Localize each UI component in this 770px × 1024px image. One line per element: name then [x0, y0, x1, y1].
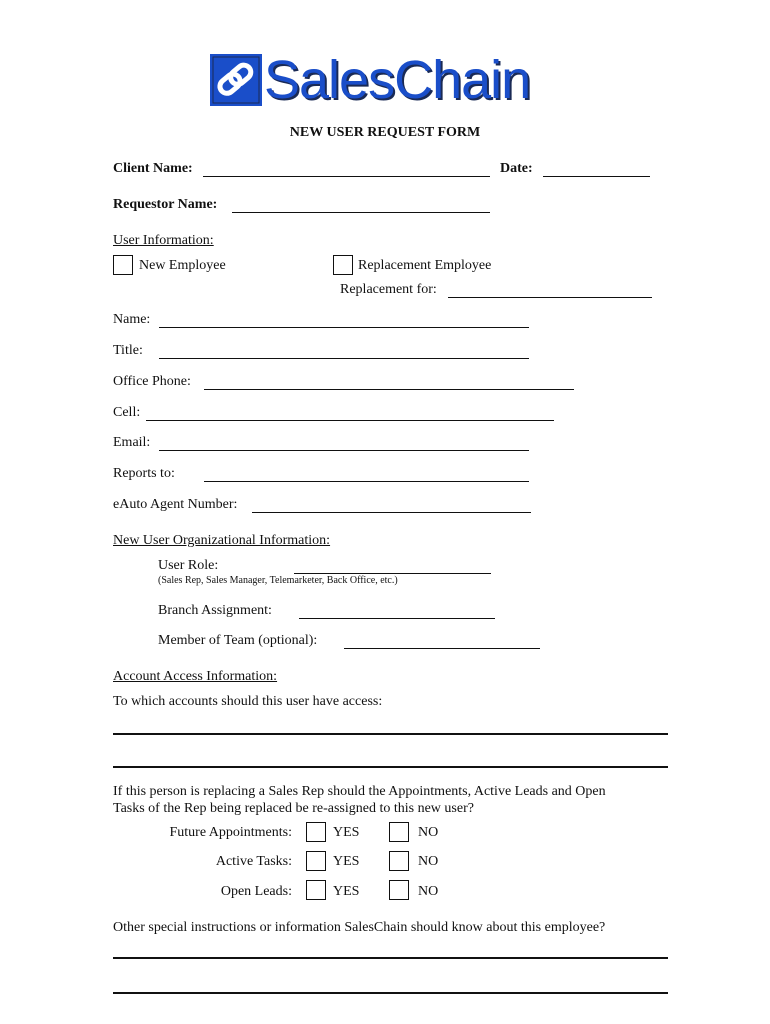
branch-field[interactable]	[299, 618, 495, 619]
form-title: NEW USER REQUEST FORM	[289, 125, 481, 140]
requestor-name-field[interactable]	[232, 212, 490, 213]
requestor-name-label: Requestor Name:	[113, 197, 218, 212]
title-field[interactable]	[159, 358, 529, 359]
name-field[interactable]	[159, 327, 529, 328]
active-tasks-no-checkbox[interactable]	[389, 851, 409, 871]
logo-wordmark: SalesChain	[264, 50, 531, 110]
future-appointments-yes-label: YES	[333, 825, 360, 840]
cell-label: Cell:	[113, 405, 141, 420]
reports-to-field[interactable]	[204, 481, 529, 482]
chain-link-icon	[210, 54, 262, 106]
title-label: Title:	[113, 343, 143, 358]
replacement-for-field[interactable]	[448, 297, 652, 298]
reports-to-label: Reports to:	[113, 466, 175, 481]
eauto-agent-field[interactable]	[252, 512, 531, 513]
account-access-question: To which accounts should this user have access:	[113, 694, 383, 709]
office-phone-field[interactable]	[204, 389, 574, 390]
user-role-label: User Role:	[158, 558, 219, 573]
open-leads-yes-checkbox[interactable]	[306, 880, 326, 900]
name-label: Name:	[113, 312, 151, 327]
cell-field[interactable]	[146, 420, 554, 421]
active-tasks-yes-label: YES	[333, 854, 360, 869]
open-leads-yes-label: YES	[333, 884, 360, 899]
open-leads-label: Open Leads:	[220, 884, 292, 899]
new-employee-label: New Employee	[139, 258, 226, 273]
account-access-line-2[interactable]	[113, 766, 668, 768]
account-access-heading: Account Access Information:	[113, 669, 278, 684]
team-label: Member of Team (optional):	[158, 633, 318, 648]
reassign-question-line1: If this person is replacing a Sales Rep should the Appointments, Active Leads and Open	[113, 784, 606, 799]
user-information-heading: User Information:	[113, 233, 214, 248]
new-employee-checkbox[interactable]	[113, 255, 133, 275]
account-access-line-1[interactable]	[113, 733, 668, 735]
replacement-employee-label: Replacement Employee	[358, 258, 492, 273]
open-leads-no-checkbox[interactable]	[389, 880, 409, 900]
email-field[interactable]	[159, 450, 529, 451]
replacement-employee-checkbox[interactable]	[333, 255, 353, 275]
org-information-heading: New User Organizational Information:	[113, 533, 331, 548]
future-appointments-label: Future Appointments:	[169, 825, 292, 840]
replacement-for-label: Replacement for:	[340, 282, 437, 297]
active-tasks-yes-checkbox[interactable]	[306, 851, 326, 871]
user-role-hint: (Sales Rep, Sales Manager, Telemarketer, Back Office, etc.)	[158, 575, 398, 586]
reassign-question-line2: Tasks of the Rep being replaced be re-assigned to this new user?	[113, 801, 474, 816]
client-name-field[interactable]	[203, 176, 490, 177]
client-name-label: Client Name:	[113, 161, 193, 176]
date-label: Date:	[500, 161, 533, 176]
future-appointments-yes-checkbox[interactable]	[306, 822, 326, 842]
office-phone-label: Office Phone:	[113, 374, 191, 389]
other-instructions-question: Other special instructions or information SalesChain should know about this employee?	[113, 920, 606, 935]
open-leads-no-label: NO	[418, 884, 439, 899]
branch-label: Branch Assignment:	[158, 603, 272, 618]
date-field[interactable]	[543, 176, 650, 177]
active-tasks-no-label: NO	[418, 854, 439, 869]
active-tasks-label: Active Tasks:	[215, 854, 292, 869]
eauto-agent-label: eAuto Agent Number:	[113, 497, 238, 512]
other-instructions-line-1[interactable]	[113, 957, 668, 959]
future-appointments-no-label: NO	[418, 825, 439, 840]
user-role-field[interactable]	[294, 573, 491, 574]
email-label: Email:	[113, 435, 151, 450]
other-instructions-line-2[interactable]	[113, 992, 668, 994]
team-field[interactable]	[344, 648, 540, 649]
future-appointments-no-checkbox[interactable]	[389, 822, 409, 842]
